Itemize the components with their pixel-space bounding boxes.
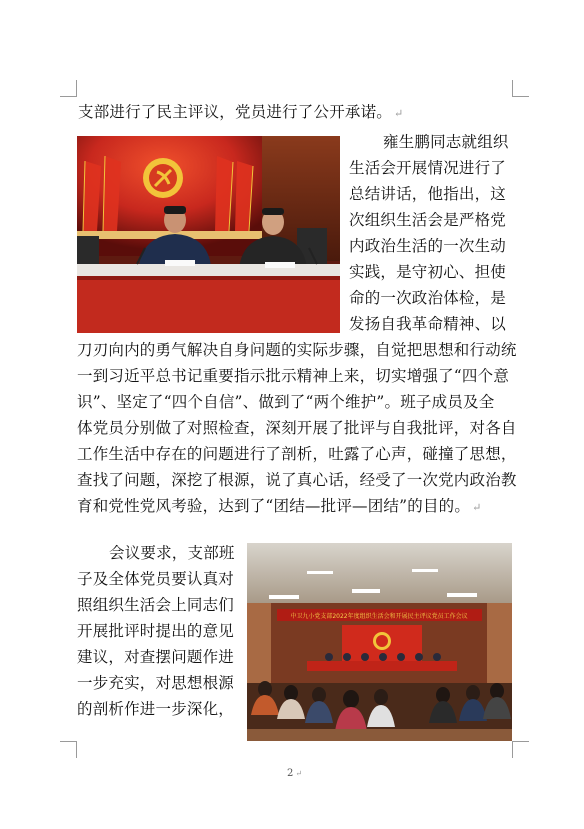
para3-line-4: 开展批评时提出的意见 xyxy=(77,622,235,640)
para2-line-6: 实践，是守初心、担使 xyxy=(349,263,507,281)
crop-mark-top-left xyxy=(60,80,77,97)
page-number-text: 2 xyxy=(287,768,294,779)
hall-banner-text: 中卫九小党支部2022年度组织生活会和开展民主评议党员工作会议 xyxy=(290,613,468,620)
page-number xyxy=(287,768,302,779)
para2-line-3: 总结讲话，他指出，这 xyxy=(349,185,507,203)
para2-line-2: 生活会开展情况进行了 xyxy=(349,159,507,177)
meeting-photo-hall xyxy=(247,543,512,741)
para2-full-line-7-text: 育和党性党风考验，达到了“团结—批评—团结”的目的。 xyxy=(77,497,471,515)
para2-full-line-7 xyxy=(77,496,481,518)
para2-full-line-6: 查找了问题，深挖了根源，说了真心话，经受了一次党内政治教 xyxy=(77,471,517,489)
paragraph-mark: ↵ xyxy=(394,107,404,120)
para3-line-1: 会议要求，支部班 xyxy=(109,544,235,562)
crop-mark-bottom-left xyxy=(60,741,77,758)
paragraph-mark: ↵ xyxy=(295,769,303,778)
para2-full-line-3: 识”、坚定了“四个自信”、做到了“两个维护”。班子成员及全 xyxy=(77,393,495,411)
paragraph-mark: ↵ xyxy=(472,501,482,514)
intro-line xyxy=(78,102,403,124)
para2-full-line-4: 体党员分别做了对照检查，深刻开展了批评与自我批评，对各自 xyxy=(77,419,517,437)
para2-line-4: 次组织生活会是严格党 xyxy=(349,211,507,229)
para2-full-line-2: 一到习近平总书记重要指示批示精神上来，切实增强了“四个意 xyxy=(77,367,510,385)
para2-line-7: 命的一次政治体检，是 xyxy=(349,289,507,307)
para3-line-6: 一步充实，对思想根源 xyxy=(77,674,235,692)
para2-line-8: 发扬自我革命精神、以 xyxy=(349,315,507,333)
meeting-photo-speakers xyxy=(77,136,340,333)
para2-line-5: 内政治生活的一次生动 xyxy=(349,237,507,255)
para2-line-1: 雍生鹏同志就组织 xyxy=(383,133,509,151)
para3-line-2: 子及全体党员要认真对 xyxy=(77,570,235,588)
meeting-photo-speakers-image xyxy=(77,136,340,333)
crop-mark-top-right xyxy=(512,80,529,97)
para3-line-7: 的剖析作进一步深化， xyxy=(77,700,235,718)
para3-line-3: 照组织生活会上同志们 xyxy=(77,596,235,614)
para2-full-line-5: 工作生活中存在的问题进行了剖析，吐露了心声，碰撞了思想， xyxy=(77,445,517,463)
meeting-photo-hall-image xyxy=(247,543,512,741)
para2-full-line-1: 刀刃向内的勇气解决自身问题的实际步骤，自觉把思想和行动统 xyxy=(77,341,517,359)
intro-text: 支部进行了民主评议，党员进行了公开承诺。 xyxy=(78,103,393,121)
crop-mark-bottom-right xyxy=(512,741,529,758)
para3-line-5: 建议，对查摆问题作进 xyxy=(77,648,235,666)
